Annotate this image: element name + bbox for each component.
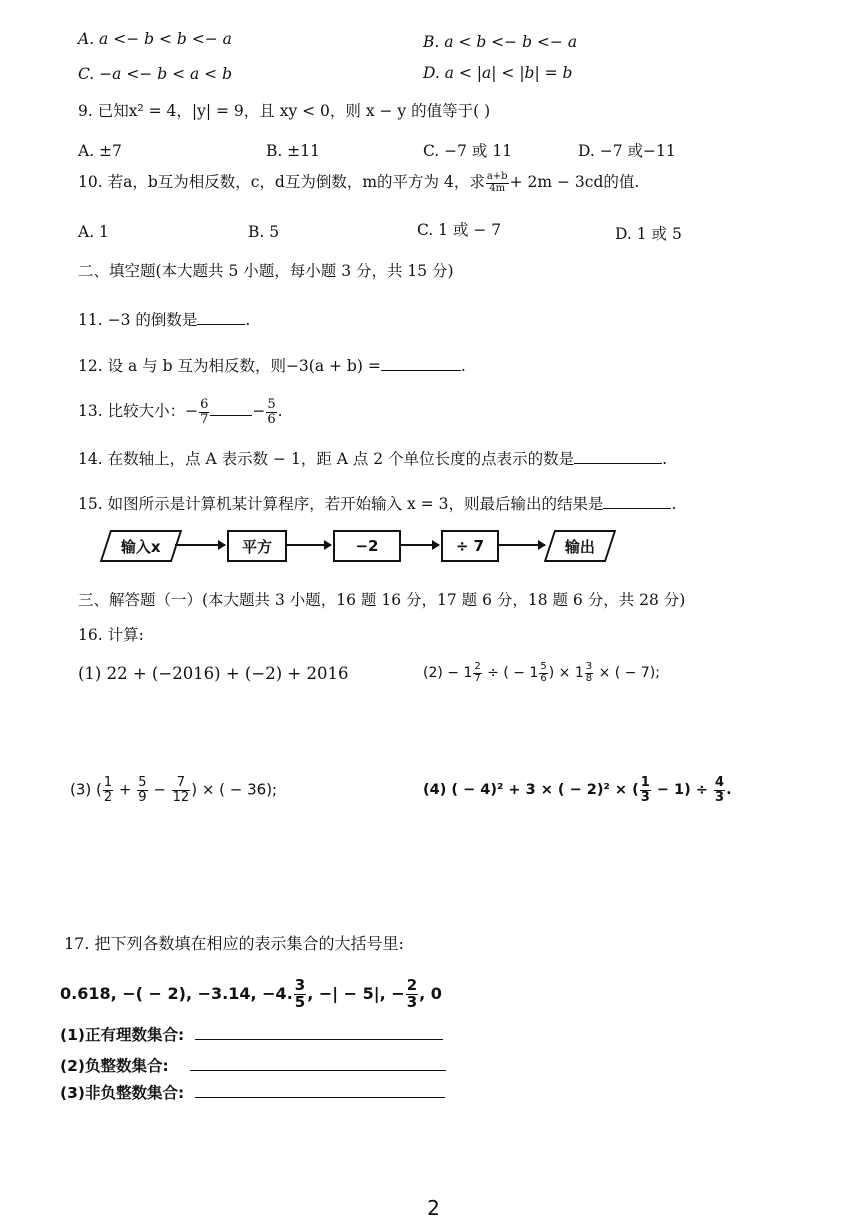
q17-numbers-part-a: 0.618, −( − 2), −3.14, −4. xyxy=(60,983,293,1003)
q15: 15. 如图所示是计算机某计算程序，若开始输入 x = 3，则最后输出的结果是 . xyxy=(78,495,677,513)
q12-text: 12. 设 a 与 b 互为相反数，则−3(a + b) = xyxy=(78,357,381,375)
section2-heading: 二、填空题(本大题共 5 小题，每小题 3 分，共 15 分) xyxy=(78,262,454,280)
q17-frac-b: $\frac{2}{3}$ xyxy=(406,976,418,1011)
flowchart-output-label: 输出 xyxy=(564,537,595,556)
q17-number-list xyxy=(60,978,442,1011)
q17-set2-answer-blank xyxy=(190,1056,446,1071)
q9-option-c: C. −7 或 11 xyxy=(423,142,513,160)
q13-text: 13. 比较大小： xyxy=(78,402,186,421)
q17-set1-label: (1)正有理数集合: xyxy=(60,1026,185,1044)
q17-set3-answer-blank xyxy=(195,1083,445,1098)
q16-part1: (1) 22 + (−2016) + (−2) + 2016 xyxy=(78,664,349,683)
q10-stem-suffix: + 2m − 3cd的值. xyxy=(509,173,640,191)
q17-set2-label: (2)负整数集合: xyxy=(60,1057,169,1075)
q14-answer-blank xyxy=(574,449,662,464)
q16-part2: (2) − 1 $\frac{2}{7}$ ÷ ( − 1 $\frac{5}{6}$ ) × 1 $\frac{3}{8}$ × ( − 7); xyxy=(423,661,660,684)
q8-option-a: A. a <− b < b <− a xyxy=(78,30,232,48)
flowchart-step-square xyxy=(227,530,287,562)
q16-part2-frac-a: $\frac{2}{7}$ xyxy=(474,661,481,684)
flowchart-arrow-1 xyxy=(175,544,225,546)
q14: 14. 在数轴上，点 A 表示数 − 1，距 A 点 2 个单位长度的点表示的数是 . xyxy=(78,450,668,468)
q9-option-d: D. −7 或−11 xyxy=(578,142,676,160)
section3-heading: 三、解答题（一）(本大题共 3 小题，16 题 16 分，17 题 6 分，18 题 6 分，共 28 分) xyxy=(78,591,686,609)
q16-part4-prefix: (4) ( − 4)² + 3 × ( − 2)² × ( xyxy=(423,782,639,799)
q17-set3-label: (3)非负整数集合: xyxy=(60,1084,185,1102)
flowchart-step-minus2 xyxy=(333,530,401,562)
q8-option-d: D. a < |a| < |b| = b xyxy=(423,64,573,82)
q16-part4-frac-a: $\frac{1}{3}$ xyxy=(640,775,650,805)
q16-part3-frac-b: $\frac{5}{9}$ xyxy=(138,775,147,805)
q12: 12. 设 a 与 b 互为相反数，则−3(a + b) = . xyxy=(78,357,466,375)
q17-frac-a: $\frac{3}{5}$ xyxy=(294,976,306,1011)
q16-part4: (4) ( − 4)² + 3 × ( − 2)² × ( $\frac{1}{3}$ − 1) ÷ $\frac{4}{3}$ . xyxy=(423,775,732,805)
flowchart-arrow-2 xyxy=(285,544,331,546)
q9-option-a: A. ±7 xyxy=(78,142,122,160)
q16-part2-frac-b: $\frac{5}{6}$ xyxy=(540,661,547,684)
q16-part3-frac-a: $\frac{1}{2}$ xyxy=(103,775,113,805)
q11: 11. −3 的倒数是 . xyxy=(78,311,251,329)
q17-set1-answer-blank xyxy=(195,1025,443,1040)
q13-fraction-1-numerator: 6 xyxy=(200,397,209,412)
q8-option-c: C. −a <− b < a < b xyxy=(78,65,232,83)
flowchart-input-label: 输入x xyxy=(121,537,161,556)
flowchart-step-minus2-label: −2 xyxy=(355,537,379,555)
q13-fraction-1-denominator: 7 xyxy=(200,411,209,427)
flowchart-output-box xyxy=(544,530,616,562)
q10-fraction-numerator: a+b xyxy=(486,171,508,182)
q13-answer-blank xyxy=(210,401,252,416)
q16-stem: 16. 计算: xyxy=(78,626,144,644)
q13-fraction-2-numerator: 5 xyxy=(267,397,276,412)
flowchart-input-box xyxy=(100,530,182,562)
q10-option-b: B. 5 xyxy=(248,223,280,241)
q8-option-b: B. a < b <− b <− a xyxy=(423,33,578,51)
q16-part3: (3) ( $\frac{1}{2}$ + $\frac{5}{9}$ − $\frac{7}{12}$ ) × ( − 36); xyxy=(70,775,278,805)
q13-fraction-1 xyxy=(199,398,209,426)
q10-option-c: C. 1 或 − 7 xyxy=(417,221,502,239)
q17-numbers-part-c: , 0 xyxy=(419,983,442,1003)
q10-fraction-denominator: 4m xyxy=(489,182,506,194)
q13: 13. 比较大小：− $\frac{6}{7}$ − $\frac{5}{6}$ . xyxy=(78,397,283,427)
q16-part3-suffix: ) × ( − 36); xyxy=(191,780,278,799)
q16-part3-prefix: (3) ( xyxy=(70,780,102,799)
q15-answer-blank xyxy=(603,494,671,509)
q16-part2-frac-c: $\frac{3}{8}$ xyxy=(585,661,593,684)
q16-part4-suffix: ) ÷ xyxy=(684,782,708,799)
flowchart-arrow-3 xyxy=(399,544,439,546)
q17-numbers-part-b: , −| − 5|, − xyxy=(307,983,405,1003)
q13-fraction-2-denominator: 6 xyxy=(267,411,276,427)
q10-option-a: A. 1 xyxy=(78,223,109,241)
q10-option-d: D. 1 或 5 xyxy=(615,225,682,243)
page-number: 2 xyxy=(427,1196,440,1220)
q14-text: 14. 在数轴上，点 A 表示数 − 1，距 A 点 2 个单位长度的点表示的数是 xyxy=(78,450,575,468)
flowchart-arrow-4 xyxy=(497,544,545,546)
q11-text: 11. −3 的倒数是 xyxy=(78,311,198,329)
computation-flowchart xyxy=(103,530,613,562)
flowchart-step-divide7-label: ÷ 7 xyxy=(455,537,485,555)
q10-stem-prefix: 10. 若a，b互为相反数，c，d互为倒数，m的平方为 4，求 xyxy=(78,173,485,191)
q13-fraction-2 xyxy=(266,398,276,426)
q10-stem xyxy=(78,172,639,194)
q12-answer-blank xyxy=(381,356,461,371)
flowchart-step-square-label: 平方 xyxy=(241,537,272,556)
q17-set3 xyxy=(60,1083,445,1102)
q16-part3-frac-c: $\frac{7}{12}$ xyxy=(172,775,190,805)
q17-stem: 17. 把下列各数填在相应的表示集合的大括号里: xyxy=(64,934,404,953)
q11-answer-blank xyxy=(197,310,245,325)
q16-part2-prefix: (2) − 1 xyxy=(423,665,473,681)
q10-fraction xyxy=(486,172,509,194)
flowchart-step-divide7 xyxy=(441,530,499,562)
q15-text: 15. 如图所示是计算机某计算程序，若开始输入 x = 3，则最后输出的结果是 xyxy=(78,495,604,513)
q9-stem: 9. 已知x² = 4，|y| = 9，且 xy < 0，则 x − y 的值等于( ) xyxy=(78,102,491,120)
q17-set2 xyxy=(60,1056,446,1075)
q17-set1 xyxy=(60,1025,443,1044)
q9-option-b: B. ±11 xyxy=(266,142,320,160)
q16-part4-frac-b: $\frac{4}{3}$ xyxy=(715,775,725,805)
